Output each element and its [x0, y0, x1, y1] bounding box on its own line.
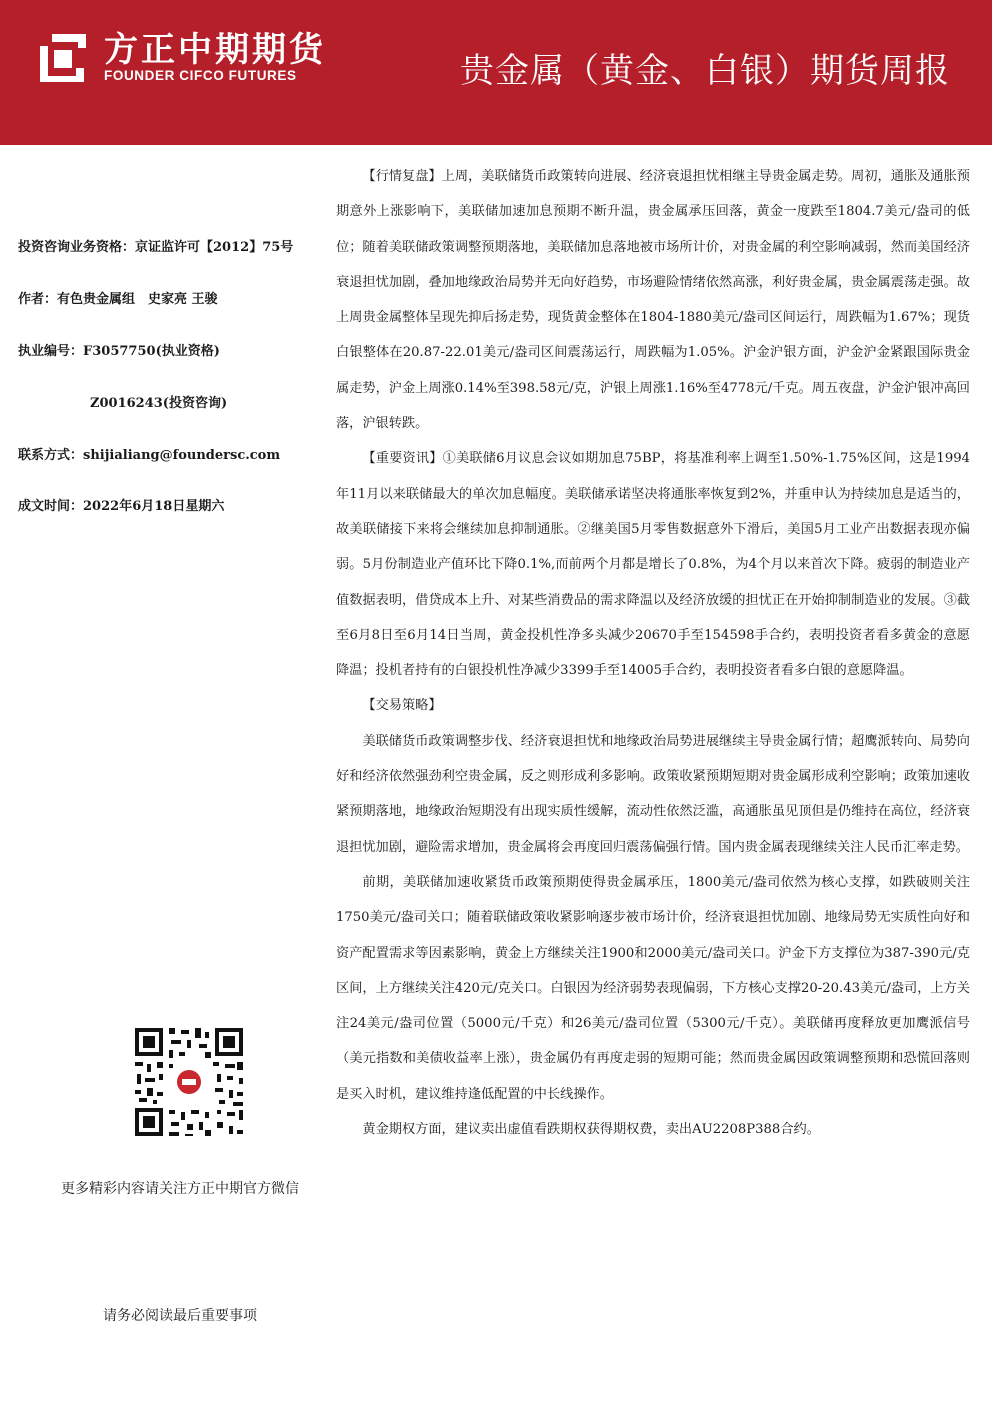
strategy-paragraph-1: 美联储货币政策调整步伐、经济衰退担忧和地缘政治局势进展继续主导贵金属行情；超鹰派转向、局势向好和经济依然强劲利空贵金属，反之则形成利多影响。政策收紧预期短期对贵金属形成利空影响；政策加速收紧预期落地，地缘政治短期没有出现实质性缓解，流动性依然泛滥，高通胀虽见顶但是仍维持在高位，经济衰退担忧加剧，避险需求增加，贵金属将会再度回归震荡偏强行情。国内贵金属表现继续关注人民币汇率走势。 [336, 733, 970, 855]
date-line [18, 497, 338, 517]
disclaimer-note: 请务必阅读最后重要事项 [103, 1308, 257, 1324]
wechat-qr-code [133, 1026, 245, 1138]
contact-email[interactable]: shijialiang@foundersc.com [83, 448, 281, 463]
qr-caption: 更多精彩内容请关注方正中期官方微信 [61, 1181, 299, 1197]
authors-line [18, 290, 338, 310]
report-title: 贵金属（黄金、白银）期货周报 [460, 51, 950, 91]
license-line [18, 238, 338, 258]
contact-label: 联系方式： [18, 448, 84, 463]
authors-label: 作者： [18, 292, 58, 307]
key-news-paragraph: 【重要资讯】①美联储6月议息会议如期加息75BP，将基准利率上调至1.50%-1.75%区间，这是1994年11月以来联储最大的单次加息幅度。美联储承诺坚决将通胀率恢复到2%，并重申认为持续加息是适当的，故美联储接下来将会继续加息抑制通胀。②继美国5月零售数据意外下滑后，美国5月工业产出数据表现亦偏弱。5月份制造业产值环比下降0.1%,而前两个月都是增长了0.8%，为4个月以来首次下降。疲弱的制造业产值数据表明，借贷成本上升、对某些消费品的需求降温以及经济放缓的担忧正在开始抑制制造业的发展。③截至6月8日至6月14日当周，黄金投机性净多头减少20670手至154598手合约，表明投资者看多黄金的意愿降温；投机者持有的白银投机性净减少3399手至14005手合约，表明投资者看多白银的意愿降温。 [336, 451, 970, 679]
practice-no-label: 执业编号： [18, 344, 84, 359]
market-review-paragraph: 【行情复盘】上周，美联储货币政策转向进展、经济衰退担忧相继主导贵金属走势。周初，通胀及通胀预期意外上涨影响下，美联储加速加息预期不断升温，贵金属承压回落，黄金一度跌至1804.7美元/盎司的低位；随着美联储政策调整预期落地，美联储加息落地被市场所计价，对贵金属的利空影响减弱，然而美国经济衰退担忧加剧，叠加地缘政治局势并无向好趋势，市场避险情绪依然高涨，利好贵金属，贵金属震荡走强。故上周贵金属整体呈现先抑后扬走势，现货黄金整体在1804-1880美元/盎司区间运行，周跌幅为1.67%；现货白银整体在20.87-22.01美元/盎司区间震荡运行，周跌幅为1.05%。沪金沪银方面，沪金沪金紧跟国际贵金属走势，沪金上周涨0.14%至398.58元/克，沪银上周涨1.16%至4778元/千克。周五夜盘，沪金沪银冲高回落，沪银转跌。 [336, 169, 970, 432]
contact-line [18, 446, 338, 466]
brand-name-cn: 方正中期期货 [104, 30, 326, 70]
practice-no-value: F3057750(执业资格) [83, 344, 220, 359]
header-banner [0, 0, 992, 145]
strategy-paragraph-2: 前期，美联储加速收紧货币政策预期使得贵金属承压，1800美元/盎司依然为核心支撑，如跌破则关注1750美元/盎司关口；随着联储政策收紧影响逐步被市场计价，经济衰退担忧加剧、地缘局势无实质性向好和资产配置需求等因素影响，黄金上方继续关注1900和2000美元/盎司关口。沪金下方支撑位为387-390元/克区间，上方继续关注420元/克关口。白银因为经济弱势表现偏弱，下方核心支撑20-20.43美元/盎司，上方关注24美元/盎司位置（5000元/千克）和26美元/盎司位置（5300元/千克）。美联储再度释放更加鹰派信号（美元指数和美债收益率上涨），贵金属仍有再度走弱的短期可能；然而贵金属因政策调整预期和恐慌回落则是买入时机，建议维持逢低配置的中长线操作。 [336, 874, 970, 1102]
license-value: 京证监许可【2012】75号 [135, 240, 294, 255]
founder-logo-icon [38, 32, 88, 84]
report-body [336, 159, 970, 1147]
options-paragraph: 黄金期权方面，建议卖出虚值看跌期权获得期权费，卖出AU2208P388合约。 [362, 1122, 820, 1138]
authors-value: 有色贵金属组 史家亮 王骏 [57, 292, 218, 307]
brand-name-en: FOUNDER CIFCO FUTURES [104, 68, 297, 83]
strategy-heading: 【交易策略】 [362, 698, 442, 714]
license-label: 投资咨询业务资格： [18, 240, 136, 255]
date-label: 成文时间： [18, 499, 84, 514]
consult-no-value: Z0016243(投资咨询) [90, 396, 228, 411]
practice-no-line [18, 342, 338, 362]
date-value: 2022年6月18日星期六 [83, 499, 225, 514]
